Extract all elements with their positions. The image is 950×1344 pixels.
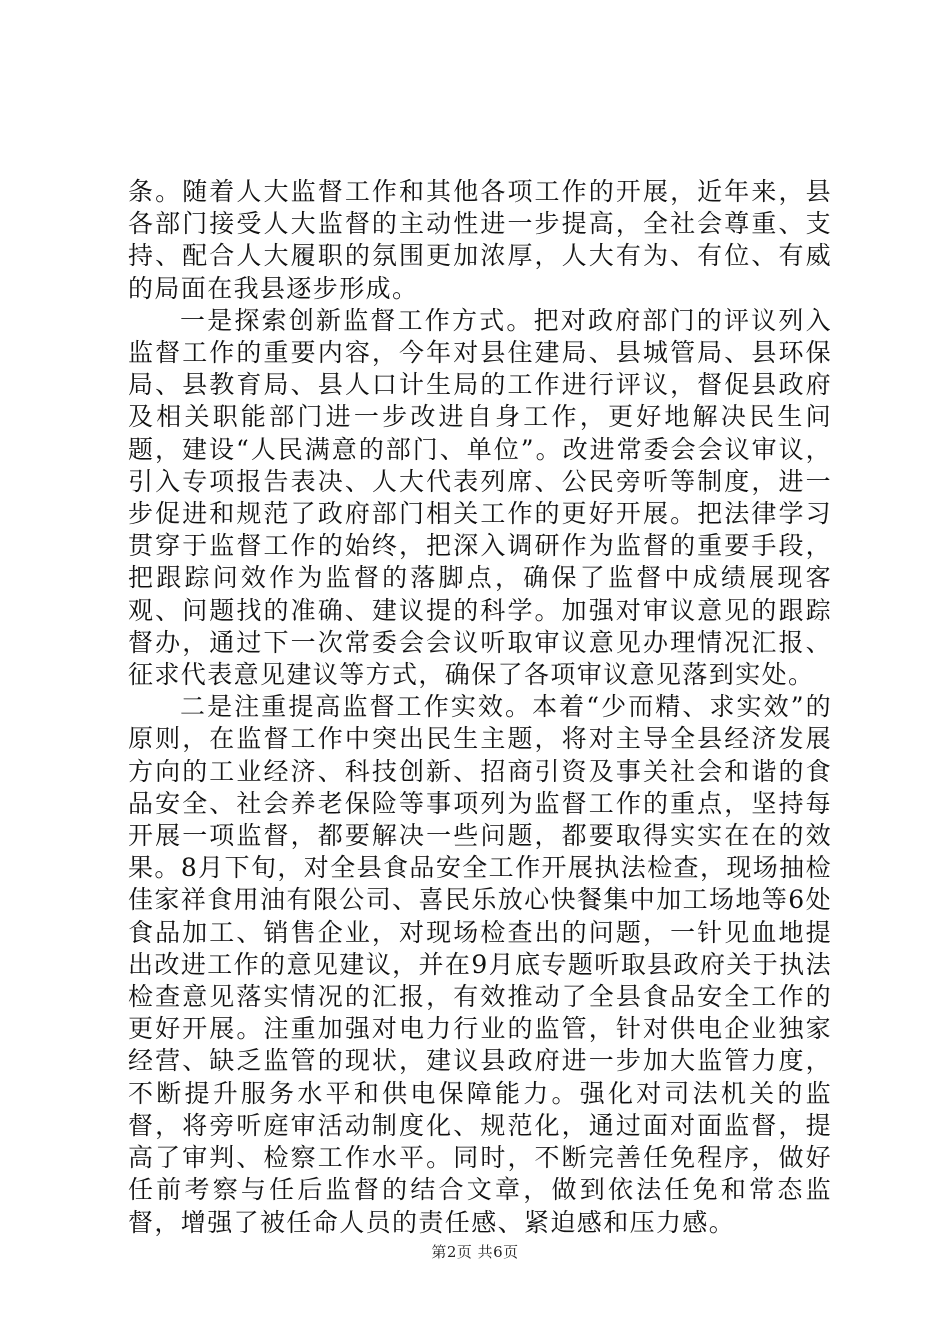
page-number: 第2页 共6页	[431, 1243, 519, 1261]
paragraph-supervision-effectiveness: 二是注重提高监督工作实效。本着“少而精、求实效”的原则，在监督工作中突出民生主题，将对主导全县经济发展方向的工业经济、科技创新、招商引资及事关社会和谐的食品安全、社会养老保险等事项列为监督工作的重点，坚持每开展一项监督，都要解决一些问题，都要取得实实在在的效果。8月下旬，对全县食品安全工作开展执法检查，现场抽检佳家祥食用油有限公司、喜民乐放心快餐集中加工场地等6处食品加工、销售企业，对现场检查出的问题，一针见血地提出改进工作的意见建议，并在9月底专题听取县政府关于执法检查意见落实情况的汇报，有效推动了全县食品安全工作的更好开展。注重加强对电力行业的监管，针对供电企业独家经营、缺乏监管的现状，建议县政府进一步加大监管力度，不断提升服务水平和供电保障能力。强化对司法机关的监督，将旁听庭审活动制度化、规范化，通过面对面监督，提高了审判、检察工作水平。同时，不断完善任免程序，做好任前考察与任后监督的结合文章，做到依法任免和常态监督，增强了被任命人员的责任感、紧迫感和压力感。	[128, 692, 832, 1237]
paragraph-supervision-methods: 一是探索创新监督工作方式。把对政府部门的评议列入监督工作的重要内容，今年对县住建局、县城管局、县环保局、县教育局、县人口计生局的工作进行评议，督促县政府及相关职能部门进一步改进自身工作，更好地解决民生问题，建设“人民满意的部门、单位”。改进常委会会议审议，引入专项报告表决、人大代表列席、公民旁听等制度，进一步促进和规范了政府部门相关工作的更好开展。把法律学习贯穿于监督工作的始终，把深入调研作为监督的重要手段，把跟踪问效作为监督的落脚点，确保了监督中成绩展现客观、问题找的准确、建议提的科学。加强对审议意见的跟踪督办，通过下一次常委会会议听取审议意见办理情况汇报、征求代表意见建议等方式，确保了各项审议意见落到实处。	[128, 305, 832, 690]
document-body	[128, 176, 832, 1239]
paragraph-continuation: 条。随着人大监督工作和其他各项工作的开展，近年来，县各部门接受人大监督的主动性进一步提高，全社会尊重、支持、配合人大履职的氛围更加浓厚，人大有为、有位、有威的局面在我县逐步形成。	[128, 177, 832, 303]
page-footer	[0, 1241, 950, 1262]
